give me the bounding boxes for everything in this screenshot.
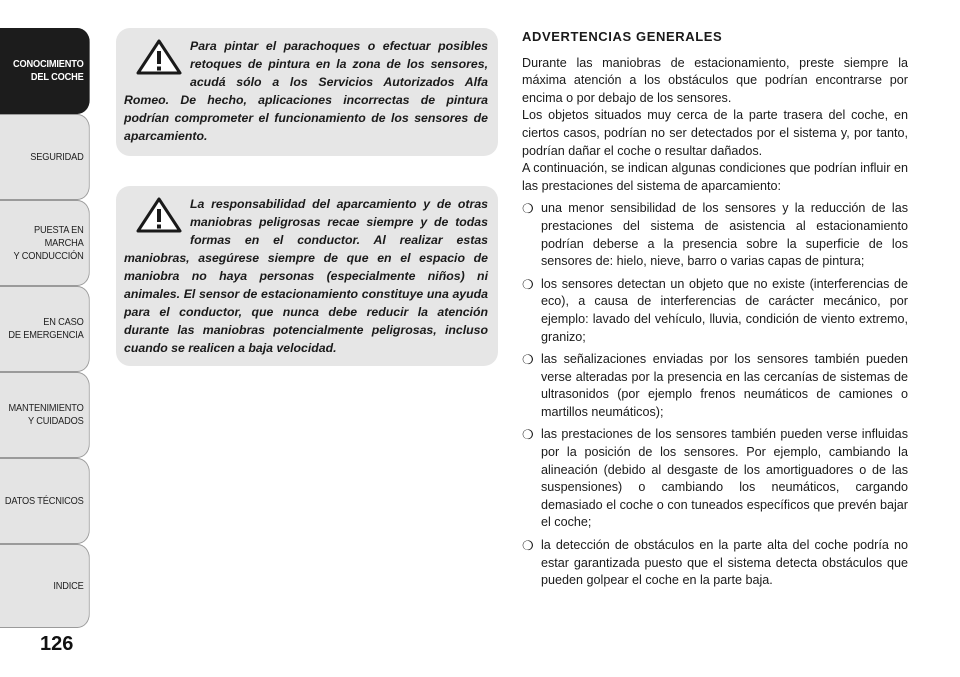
tab-label: SEGURIDAD (30, 150, 84, 163)
warning-triangle-icon (136, 39, 182, 75)
tab-conocimiento-del-coche[interactable] (0, 28, 90, 114)
tab-label: DATOS TÉCNICOS (4, 494, 84, 507)
list-item-text: una menor sensibilidad de los sensores y la reducción de las prestaciones del sistema de asistencia al estacionamiento podrían deberse a la presencia sobre la superficie de los sensores de: hielo, nieve, barro o varias capas de pintura; (541, 201, 908, 269)
tab-label: EN CASO DE EMERGENCIA (8, 316, 84, 341)
warning-text: Para pintar el parachoques o efectuar posibles retoques de pintura en la zona de los sensores, acudá sólo a los Servicios Autorizados Alfa Romeo. De hecho, aplicaciones incorrectas de pintura podrían comprometer el funcionamiento de los sensores de aparcamiento. (124, 39, 488, 143)
paragraph: A continuación, se indican algunas condiciones que podrían influir en las prestaciones del sistema de aparcamiento: (522, 161, 908, 193)
list-item-text: las señalizaciones enviadas por los sensores también pueden verse alteradas por la presencia en las cercanías de sistemas de ultrasonidos (por ejemplo frenos neumáticos de camiones o martillos neumáticos); (541, 352, 908, 419)
bullet-circle-icon: ❍ (522, 201, 534, 217)
list-item (522, 276, 908, 346)
list-item (522, 200, 908, 270)
warning-triangle-icon (136, 197, 182, 233)
tab-label: INDICE (53, 579, 84, 592)
page-number: 126 (40, 633, 74, 655)
list-item-text: los sensores detectan un objeto que no existe (interferencias de eco), a causa de interferencias de carácter mecánico, por ejemplo: lavado del vehículo, lluvia, condición de viento extremo, granizo; (541, 276, 908, 344)
tab-label: CONOCIMIENTO DEL COCHE (12, 58, 84, 83)
paragraph: Durante las maniobras de estacionamiento, preste siempre la máxima atención a los obstáculos que podrían encontrarse por encima o por debajo de los sensores. (522, 55, 908, 105)
conditions-list (522, 200, 908, 589)
list-item-text: la detección de obstáculos en la parte alta del coche podría no estar garantizada puesto que el sistema detecta obstáculos que pueden golpear el coche en la parte baja. (541, 538, 908, 588)
paragraph: Los objetos situados muy cerca de la parte trasera del coche, en ciertos casos, podrían no ser detectados por el sistema y, por tanto, podrían dañar el coche o resultar dañados. (522, 108, 908, 158)
list-item-text: las prestaciones de los sensores también pueden verse influidas por la posición de los sensores. Por ejemplo, cambiando la alineación (debido al desgaste de los amortiguadores o de las suspensiones) o cambiando los neumáticos, cargando demasiado el coche o con tuneados específicos que prevén bajar el coche; (541, 427, 908, 530)
bullet-circle-icon: ❍ (522, 538, 534, 554)
list-item (522, 537, 908, 590)
tab-indice[interactable] (0, 544, 90, 628)
list-item (522, 426, 908, 532)
tab-en-caso-de-emergencia[interactable] (0, 286, 90, 372)
tab-puesta-en-marcha[interactable] (0, 200, 90, 286)
warning-text: La responsabilidad del aparcamiento y de otras maniobras peligrosas recae siempre y de todas formas en el conductor. Al realizar estas maniobras, asegúrese siempre de que en el espacio de maniobra no haya personas (especialmente niños) ni animales. El sensor de estacionamiento constituye una ayuda para el conductor, que nunca debe reducir la atención durante las maniobras potencialmente peligrosas, incluso cuando se realicen a baja velocidad. (124, 197, 488, 355)
bullet-circle-icon: ❍ (522, 427, 534, 443)
section-heading: ADVERTENCIAS GENERALES (522, 29, 723, 44)
tab-mantenimiento[interactable] (0, 372, 90, 458)
tab-seguridad[interactable] (0, 114, 90, 200)
tab-label: MANTENIMIENTO Y CUIDADOS (8, 402, 84, 427)
list-item (522, 351, 908, 421)
tab-label: PUESTA EN MARCHA Y CONDUCCIÓN (13, 223, 84, 262)
tab-datos-tecnicos[interactable] (0, 458, 90, 544)
bullet-circle-icon: ❍ (522, 352, 534, 368)
bullet-circle-icon: ❍ (522, 276, 534, 292)
warning-box-responsibility (116, 186, 498, 366)
general-warnings-section (522, 28, 908, 595)
warning-box-paint (116, 28, 498, 156)
